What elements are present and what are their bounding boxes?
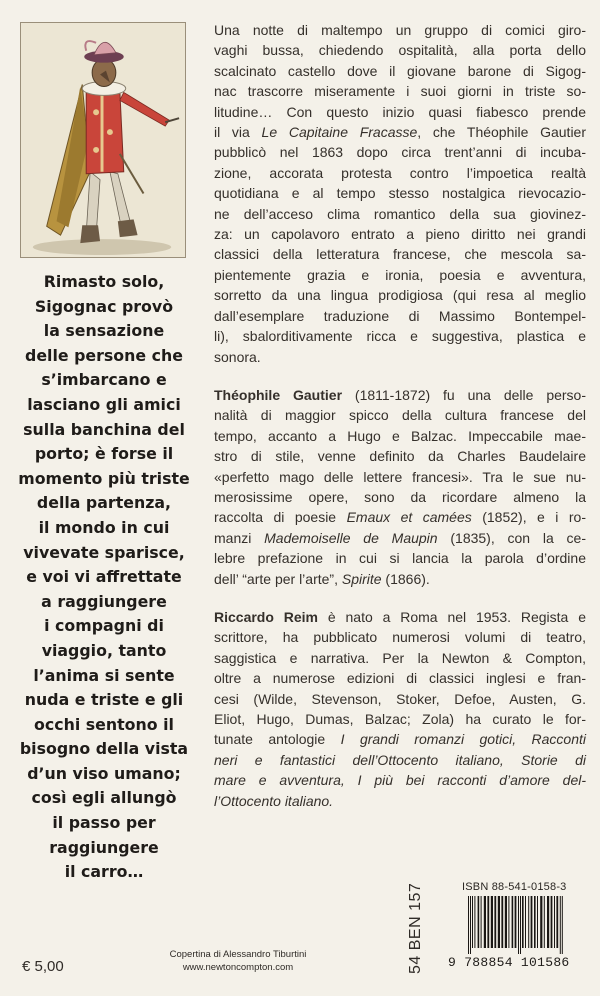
cover-illustration — [20, 22, 186, 258]
cover-designer: Copertina di Alessandro Tiburtini — [169, 949, 307, 960]
text-run: tunate antologie — [214, 731, 341, 748]
quote-line: a raggiungere — [41, 591, 167, 611]
theatrical-character-figure-icon — [21, 23, 185, 257]
work-title: Emaux et camées — [346, 509, 472, 526]
quote-line: così egli allungò — [31, 788, 177, 808]
text-run: (1866). — [381, 570, 430, 587]
quote-line: Sigognac provò — [34, 296, 174, 316]
text-run: , che Théophile Gautier — [417, 124, 587, 141]
quote-line: d’un viso umano; — [27, 763, 181, 783]
text-run: manzi — [214, 529, 265, 546]
book-title: Le Capitaine Fracasse — [261, 124, 418, 141]
series-code: 54 BEN 157 — [407, 882, 424, 974]
text-line: ne dell’acceso clima romantico della sua giovinez- — [214, 205, 586, 222]
text-line: mare e avventura, I più bei racconti d’amore del- — [214, 772, 586, 789]
text-run: (1811-1872) fu una delle perso- — [342, 386, 586, 403]
quote-line: momento più triste — [18, 468, 190, 488]
quote-line: i compagni di — [44, 616, 164, 636]
text-line: neri e fantastici dell’Ottocento italiano, Storie di — [214, 751, 586, 768]
text-line — [214, 569, 586, 589]
text-line — [214, 507, 586, 527]
quote-line: s’imbarcano e — [41, 370, 167, 390]
text-run: (1835), con la ce- — [437, 529, 587, 546]
work-title: Spirite — [341, 570, 382, 587]
text-line — [214, 607, 586, 627]
quote-line: l’anima si sente — [33, 665, 175, 685]
author-name: Théophile Gautier — [214, 386, 343, 403]
text-line: classici della letteratura francese, che mescola sa- — [214, 246, 586, 263]
text-line: lebre prefazione in cui si lancia la parola d’ordine — [214, 550, 586, 567]
text-line: nac trascorre miseramente i suoi giorni in triste so- — [214, 83, 586, 100]
quote-line: della partenza, — [36, 493, 172, 513]
quote-line: il carro… — [64, 862, 144, 882]
text-line: scalcinato castello dove il giovane barone di Sigog- — [214, 62, 586, 79]
text-line: cesi (Wilde, Stevenson, Stoker, Defoe, Austen, G. — [214, 690, 586, 707]
work-title: Mademoiselle de Maupin — [264, 529, 438, 546]
text-line: zione, accorata protesta contro l’impoetica realtà — [214, 164, 586, 181]
editor-name: Riccardo Reim — [214, 608, 318, 625]
work-title: I grandi romanzi gotici, Racconti — [340, 731, 587, 748]
publisher-website: www.newtoncompton.com — [182, 962, 294, 973]
quote-line: vivevate sparisce, — [23, 542, 185, 562]
quote-line: sulla banchina del — [23, 419, 185, 439]
price-label: € 5,00 — [22, 958, 64, 975]
quote-line: occhi sentono il — [34, 714, 174, 734]
ean-barcode-icon — [466, 896, 584, 954]
text-line: dall’esemplare traduzione di Massimo Bontempel- — [214, 307, 586, 324]
text-line: merosissime opere, sono da ricordare almeno la — [214, 488, 586, 505]
quote-line: il mondo in cui — [38, 517, 170, 537]
quote-line: la sensazione — [43, 321, 165, 341]
text-line: nalità di maggior spicco della cultura francese del — [214, 407, 586, 424]
quote-line: il passo per — [52, 813, 156, 833]
intro-paragraph — [214, 20, 586, 367]
text-line: pientemente grazia e ironia, poesia e avventura, — [214, 266, 586, 283]
quote-line: e voi vi affrettate — [26, 567, 182, 587]
text-line: sorretto da una lingua prodigiosa (qui resa al meglio — [214, 287, 586, 304]
text-run: è nato a Roma nel 1953. Regista e — [318, 608, 586, 625]
quote-line: bisogno della vista — [19, 739, 189, 759]
text-line: litudine… Con questo inizio quasi fiabesco prende — [214, 103, 586, 120]
blurb-column — [214, 20, 586, 829]
author-bio-paragraph — [214, 385, 586, 589]
text-line: pubblicò nel 1863 dopo circa trent’anni di incuba- — [214, 144, 586, 161]
text-line: vaghi bussa, chiedendo ospitalità, alla porta dello — [214, 42, 586, 59]
quote-line: delle persone che — [25, 345, 183, 365]
text-line: Eliot, Hugo, Dumas, Balzac; Zola) ha curato le for- — [214, 711, 586, 727]
quote-line: porto; è forse il — [34, 444, 174, 464]
text-line: quotidiana e al tempo stesso nostalgica rievocazio- — [214, 185, 586, 202]
text-line: «perfetto mago delle lettere francesi». Tra le sue nu- — [214, 468, 586, 485]
text-line — [214, 729, 586, 749]
quote-line: raggiungere — [49, 837, 159, 857]
quote-line: nuda e triste e gli — [24, 690, 184, 710]
isbn-number: ISBN 88-541-0158-3 — [462, 881, 567, 893]
text-run: raccolta di poesie — [214, 509, 347, 526]
cover-credits — [158, 948, 318, 974]
text-run: dell’ “arte per l’arte”, — [214, 570, 342, 587]
quote-line: viaggio, tanto — [41, 640, 167, 660]
text-run: il via — [214, 124, 262, 141]
text-line: li), sbalorditivamente ricca e suggestiva, plastica e — [214, 328, 586, 345]
text-line: l’Ottocento italiano. — [214, 792, 334, 809]
quote-line: Rimasto solo, — [43, 272, 165, 291]
text-line — [214, 122, 586, 142]
text-line — [214, 385, 586, 405]
text-line: sonora. — [214, 348, 261, 365]
text-run: (1852), e i ro- — [471, 509, 586, 526]
text-line: Una notte di maltempo un gruppo di comici giro- — [214, 22, 586, 38]
excerpt-quote — [18, 270, 190, 885]
quote-line: lasciano gli amici — [27, 394, 181, 414]
editor-bio-paragraph — [214, 607, 586, 811]
text-line: saggistica e narrativa. Per la Newton & Compton, — [214, 649, 586, 666]
text-line: stro di stile, venne definito da Charles Baudelaire — [214, 448, 586, 465]
text-line: tempo, accanto a Hugo e Balzac. Impeccabile mae- — [214, 427, 586, 444]
text-line: scrittore, ha pubblicato numerosi volumi di teatro, — [214, 629, 586, 646]
barcode-digits: 9 788854 101586 — [448, 955, 570, 970]
text-line: za: un capolavoro entrato a pieno diritto nei grandi — [214, 226, 586, 243]
text-line — [214, 528, 586, 548]
text-line: oltre a numerose edizioni di classici inglesi e fran- — [214, 670, 586, 687]
